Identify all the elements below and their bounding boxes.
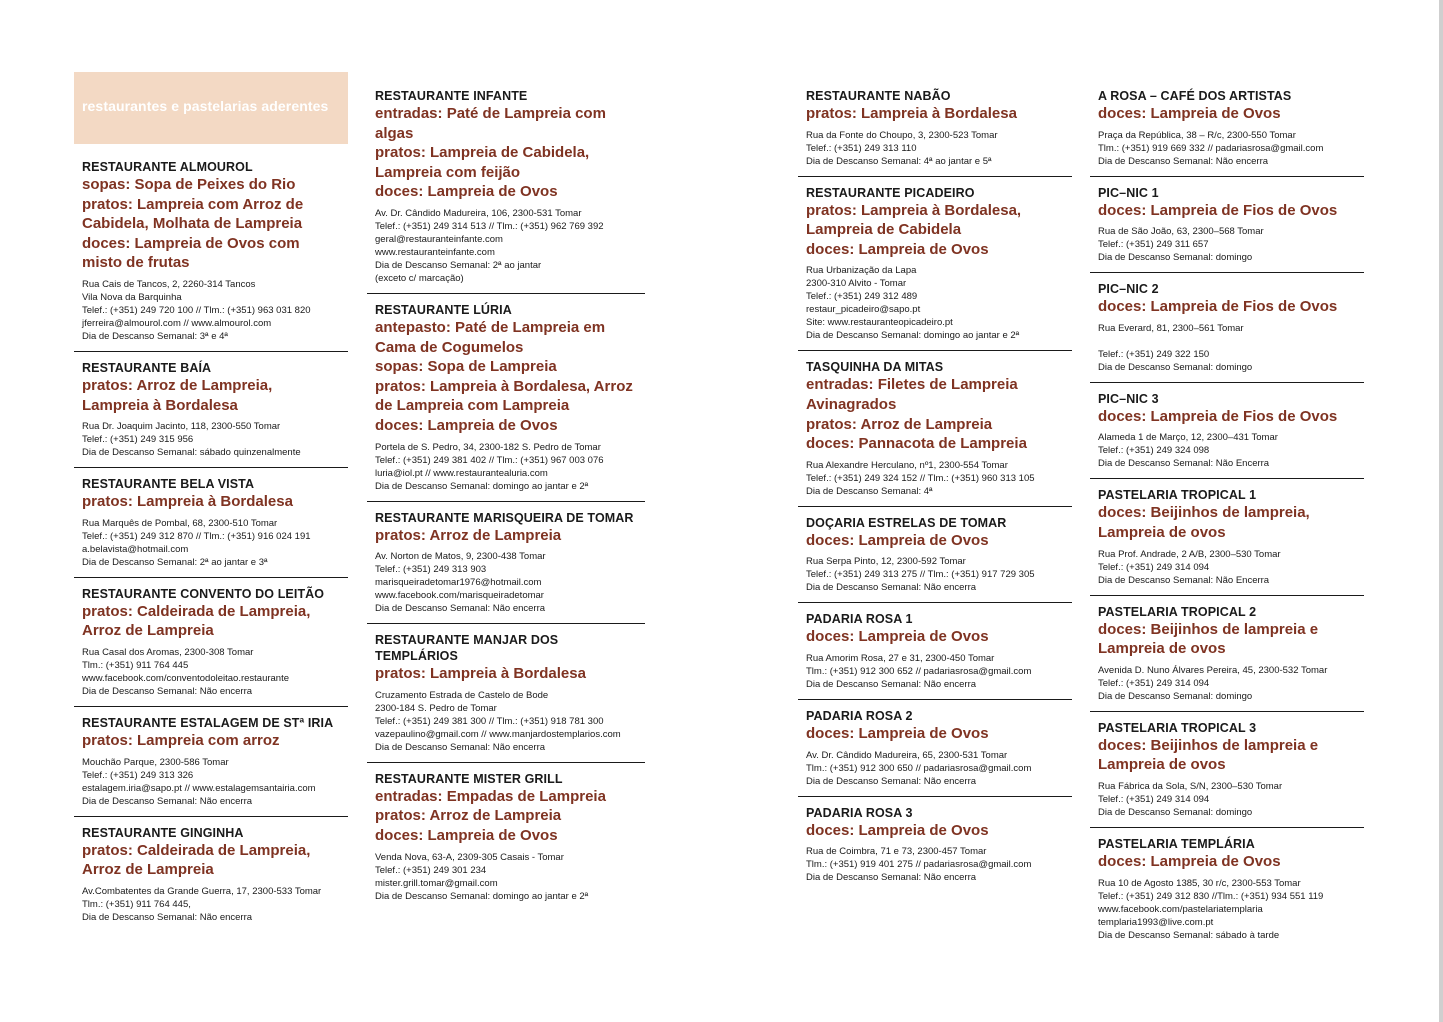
listing-name: RESTAURANTE NABÃO	[806, 89, 951, 103]
listing-entry	[798, 351, 1072, 506]
column-4	[1090, 80, 1364, 950]
listing-contact-info: Mouchão Parque, 2300-586 Tomar Telef.: (+351) 249 313 326 estalagem.iria@sapo.pt // www.estalagemsantairia.com Dia de Descanso Semanal: Não encerra	[82, 756, 316, 807]
listing-entry	[1090, 273, 1364, 383]
listing-entry	[74, 352, 348, 468]
listing-name: PADARIA ROSA 1	[806, 612, 913, 627]
listing-name: PASTELARIA TROPICAL 1	[1098, 488, 1257, 503]
menu-line: entradas: Paté de Lampreia com algas	[375, 105, 606, 142]
page-edge-shadow	[1439, 0, 1443, 1022]
listing-name: RESTAURANTE BELA VISTA	[82, 477, 255, 492]
listing-contact-info: Rua Fábrica da Sola, S/N, 2300–530 Tomar Telef.: (+351) 249 314 094 Dia de Descanso Semanal: domingo	[1098, 780, 1283, 818]
listing-entry	[367, 80, 645, 294]
listing-contact-info: Av. Dr. Cândido Madureira, 65, 2300-531 Tomar Tlm.: (+351) 912 300 650 // padariasrosa@gmail.com Dia de Descanso Semanal: Não encerra	[806, 749, 1032, 787]
listing-contact-info: Rua Casal dos Aromas, 2300-308 Tomar Tlm.: (+351) 911 764 445 www.facebook.com/conventodoleitao.restaurante Dia de Descanso Semanal: Não encerra	[82, 646, 290, 697]
menu-line: doces: Beijinhos de lampreia, Lampreia de ovos	[1098, 504, 1310, 541]
menu-line: pratos: Lampreia à Bordalesa, Arroz de Lampreia com Lampreia	[375, 377, 633, 415]
listing-entry	[798, 177, 1072, 352]
menu-line: pratos: Arroz de Lampreia	[375, 526, 562, 544]
listing-entry	[74, 817, 348, 932]
listing-entry	[1090, 383, 1364, 480]
menu-line: doces: Lampreia de Ovos	[806, 724, 989, 742]
listing-name: PIC–NIC 2	[1098, 282, 1159, 297]
menu-line: doces: Lampreia de Ovos	[806, 628, 989, 646]
section-title: restaurantes e pastelarias aderentes	[82, 98, 329, 114]
listing-contact-info: Cruzamento Estrada de Castelo de Bode 2300-184 S. Pedro de Tomar Telef.: (+351) 249 381 300 // Tlm.: (+351) 918 781 300 vazepaulino@gmail.com // www.manjardostemplarios.com Dia de Descanso Semanal: Não encerra	[375, 689, 621, 753]
listing-contact-info: Av. Norton de Matos, 9, 2300-438 Tomar Telef.: (+351) 249 313 903 marisqueiradetomar1976@hotmail.com www.facebook.com/marisqueiradetomar Dia de Descanso Semanal: Não encerra	[375, 551, 546, 615]
listing-entry	[1090, 177, 1364, 274]
listing-entry	[798, 507, 1072, 604]
section-header	[74, 72, 348, 144]
menu-line: pratos: Lampreia de Cabidela, Lampreia com feijão	[375, 144, 590, 181]
menu-line: doces: Lampreia de Ovos	[375, 183, 558, 201]
menu-line: pratos: Arroz de Lampreia	[806, 415, 993, 433]
listing-contact-info: Rua Marquês de Pombal, 68, 2300-510 Tomar Telef.: (+351) 249 312 870 // Tlm.: (+351) 916 024 191 a.belavista@hotmail.com Dia de Descanso Semanal: 2ª ao jantar e 3ª	[82, 517, 311, 568]
listing-contact-info: Rua Urbanização da Lapa 2300-310 Alvito - Tomar Telef.: (+351) 249 312 489 restaur_picadeiro@sapo.pt Site: www.restauranteopicadeiro.pt Dia de Descanso Semanal: domingo ao jantar e 2ª	[806, 265, 1020, 342]
listing-entry	[1090, 712, 1364, 828]
menu-line: doces: Lampreia de Ovos	[1098, 105, 1281, 122]
listing-entry	[367, 502, 645, 625]
menu-line: pratos: Lampreia à Bordalesa	[375, 665, 586, 683]
listing-name: RESTAURANTE MARISQUEIRA DE TOMAR	[375, 510, 634, 525]
listing-entry	[1090, 80, 1364, 177]
listing-entry	[367, 763, 645, 911]
listing-contact-info: Alameda 1 de Março, 12, 2300–431 Tomar Telef.: (+351) 249 324 098 Dia de Descanso Semanal: Não Encerra	[1098, 432, 1278, 470]
listing-contact-info: Praça da República, 38 – R/c, 2300-550 Tomar Tlm.: (+351) 919 669 332 // padariasrosa@gmail.com Dia de Descanso Semanal: Não encerra	[1098, 129, 1324, 167]
listing-name: RESTAURANTE GINGINHA	[82, 825, 244, 840]
listing-entry	[1090, 479, 1364, 595]
listing-entry	[798, 797, 1072, 893]
menu-line: entradas: Empadas de Lampreia	[375, 787, 606, 805]
listing-contact-info: Av. Dr. Cândido Madureira, 106, 2300-531 Tomar Telef.: (+351) 249 314 513 // Tlm.: (+351) 962 769 392 geral@restauranteinfante.com www.restauranteinfante.com Dia de Descanso Semanal: 2ª ao jantar (exceto c/ marcação)	[375, 207, 604, 284]
listing-contact-info: Rua Dr. Joaquim Jacinto, 118, 2300-550 Tomar Telef.: (+351) 249 315 956 Dia de Descanso Semanal: sábado quinzenalmente	[82, 421, 301, 459]
menu-line: pratos: Lampreia à Bordalesa	[82, 493, 293, 511]
listing-contact-info: Rua Alexandre Herculano, nº1, 2300-554 Tomar Telef.: (+351) 249 324 152 // Tlm.: (+351) 960 313 105 Dia de Descanso Semanal: 4ª	[806, 459, 1035, 497]
listing-name: PADARIA ROSA 2	[806, 708, 913, 723]
menu-line: entradas: Filetes de Lampreia Avinagrados	[806, 376, 1018, 413]
menu-line: pratos: Lampreia à Bordalesa	[806, 105, 1017, 122]
listing-entry	[798, 700, 1072, 797]
menu-line: doces: Lampreia de Ovos	[806, 240, 989, 258]
listing-entry	[74, 578, 348, 707]
menu-line: doces: Lampreia de Fios de Ovos	[1098, 298, 1338, 316]
menu-line: doces: Lampreia de Ovos com misto de frutas	[82, 234, 300, 272]
menu-line: doces: Lampreia de Ovos	[806, 821, 989, 839]
menu-line: pratos: Caldeirada de Lampreia, Arroz de Lampreia	[82, 602, 311, 640]
listing-contact-info: Av.Combatentes da Grande Guerra, 17, 2300-533 Tomar Tlm.: (+351) 911 764 445, Dia de Descanso Semanal: Não encerra	[82, 885, 322, 923]
listing-contact-info: Portela de S. Pedro, 34, 2300-182 S. Pedro de Tomar Telef.: (+351) 249 381 402 // Tlm.: (+351) 967 003 076 luria@iol.pt // www.restaurantealuria.com Dia de Descanso Semanal: domingo ao jantar e 2ª	[375, 441, 604, 492]
listing-contact-info: Rua Amorim Rosa, 27 e 31, 2300-450 Tomar Tlm.: (+351) 912 300 652 // padariasrosa@gmail.com Dia de Descanso Semanal: Não encerra	[806, 652, 1032, 690]
listing-name: RESTAURANTE MISTER GRILL	[375, 771, 563, 786]
listing-contact-info: Rua de Coimbra, 71 e 73, 2300-457 Tomar Tlm.: (+351) 919 401 275 // padariasrosa@gmail.com Dia de Descanso Semanal: Não encerra	[806, 846, 1032, 884]
listing-contact-info: Rua Everard, 81, 2300–561 Tomar Telef.: (+351) 249 322 150 Dia de Descanso Semanal: domingo	[1098, 322, 1253, 373]
column-1	[74, 80, 348, 932]
listing-contact-info: Venda Nova, 63-A, 2309-305 Casais - Tomar Telef.: (+351) 249 301 234 mister.grill.tomar@gmail.com Dia de Descanso Semanal: domingo ao jantar e 2ª	[375, 851, 589, 902]
listing-entry	[798, 80, 1072, 177]
menu-line: doces: Lampreia de Ovos	[1098, 852, 1281, 870]
menu-line: doces: Lampreia de Ovos	[375, 416, 558, 434]
menu-line: doces: Beijinhos de lampreia e Lampreia de ovos	[1098, 736, 1319, 774]
menu-line: doces: Lampreia de Ovos	[375, 826, 558, 844]
listing-name: RESTAURANTE ALMOUROL	[82, 160, 253, 174]
listing-name: RESTAURANTE ESTALAGEM DE STª IRIA	[82, 715, 334, 730]
listing-entry	[367, 294, 645, 502]
menu-line: doces: Lampreia de Ovos	[806, 531, 989, 549]
listing-name: PIC–NIC 1	[1098, 185, 1159, 200]
listing-contact-info: Rua de São João, 63, 2300–568 Tomar Telef.: (+351) 249 311 657 Dia de Descanso Semanal: domingo	[1098, 226, 1264, 264]
listing-entry	[74, 707, 348, 817]
listing-name: PASTELARIA TROPICAL 2	[1098, 604, 1257, 619]
listing-name: RESTAURANTE PICADEIRO	[806, 185, 975, 200]
listing-name: RESTAURANTE LÚRIA	[375, 302, 512, 317]
listing-name: PADARIA ROSA 3	[806, 805, 913, 820]
listing-entry	[74, 468, 348, 578]
listing-contact-info: Rua Prof. Andrade, 2 A/B, 2300–530 Tomar Telef.: (+351) 249 314 094 Dia de Descanso Semanal: Não Encerra	[1098, 548, 1281, 586]
listing-contact-info: Rua Serpa Pinto, 12, 2300-592 Tomar Telef.: (+351) 249 313 275 // Tlm.: (+351) 917 729 305 Dia de Descanso Semanal: Não encerra	[806, 556, 1035, 594]
menu-line: sopas: Sopa de Peixes do Rio	[82, 176, 296, 193]
menu-line: pratos: Lampreia à Bordalesa, Lampreia de Cabidela	[806, 201, 1022, 239]
listing-entry	[1090, 828, 1364, 950]
listing-contact-info: Rua Cais de Tancos, 2, 2260-314 Tancos Vila Nova da Barquinha Telef.: (+351) 249 720 100 // Tlm.: (+351) 963 031 820 jferreira@almourol.com // www.almourol.com Dia de Descanso Semanal: 3ª e 4ª	[82, 278, 311, 342]
listing-entry	[74, 151, 348, 352]
listing-entry	[798, 603, 1072, 700]
listing-name: DOÇARIA ESTRELAS DE TOMAR	[806, 515, 1007, 530]
column-3	[798, 80, 1072, 892]
listing-name: RESTAURANTE BAÍA	[82, 360, 212, 375]
listing-name: A ROSA – CAFÉ DOS ARTISTAS	[1098, 89, 1292, 103]
listing-name: PIC–NIC 3	[1098, 391, 1159, 406]
listing-contact-info: Avenida D. Nuno Álvares Pereira, 45, 2300-532 Tomar Telef.: (+351) 249 314 094 Dia de Descanso Semanal: domingo	[1098, 664, 1328, 702]
listing-entry	[1090, 596, 1364, 712]
menu-line: doces: Pannacota de Lampreia	[806, 435, 1027, 453]
listing-contact-info: Rua da Fonte do Choupo, 3, 2300-523 Tomar Telef.: (+351) 249 313 110 Dia de Descanso Semanal: 4ª ao jantar e 5ª	[806, 129, 998, 167]
menu-line: doces: Lampreia de Fios de Ovos	[1098, 201, 1338, 219]
listing-name: TASQUINHA DA MITAS	[806, 360, 944, 375]
column-2	[367, 80, 645, 911]
listing-name: RESTAURANTE INFANTE	[375, 89, 528, 103]
menu-line: pratos: Lampreia com Arroz de Cabidela, Molhata de Lampreia	[82, 195, 304, 233]
listing-name: RESTAURANTE MANJAR DOS TEMPLÁRIOS	[375, 633, 559, 664]
listing-contact-info: Rua 10 de Agosto 1385, 30 r/c, 2300-553 Tomar Telef.: (+351) 249 312 830 //Tlm.: (+351) 934 551 119 www.facebook.com/pastelariatemplaria templaria1993@live.com.pt Dia de Descanso Semanal: sábado à tarde	[1098, 877, 1324, 941]
menu-line: doces: Beijinhos de lampreia e Lampreia de ovos	[1098, 620, 1319, 658]
listing-name: RESTAURANTE CONVENTO DO LEITÃO	[82, 586, 325, 601]
listing-name: PASTELARIA TROPICAL 3	[1098, 720, 1257, 735]
menu-line: sopas: Sopa de Lampreia	[375, 358, 557, 376]
menu-line: pratos: Lampreia com arroz	[82, 731, 280, 749]
menu-line: antepasto: Paté de Lampreia em Cama de Cogumelos	[375, 318, 606, 356]
menu-line: doces: Lampreia de Fios de Ovos	[1098, 407, 1338, 425]
listing-entry	[367, 624, 645, 763]
menu-line: pratos: Arroz de Lampreia, Lampreia à Bordalesa	[82, 376, 273, 414]
menu-line: pratos: Arroz de Lampreia	[375, 807, 562, 825]
listing-name: PASTELARIA TEMPLÁRIA	[1098, 836, 1255, 851]
menu-line: pratos: Caldeirada de Lampreia, Arroz de Lampreia	[82, 841, 311, 879]
